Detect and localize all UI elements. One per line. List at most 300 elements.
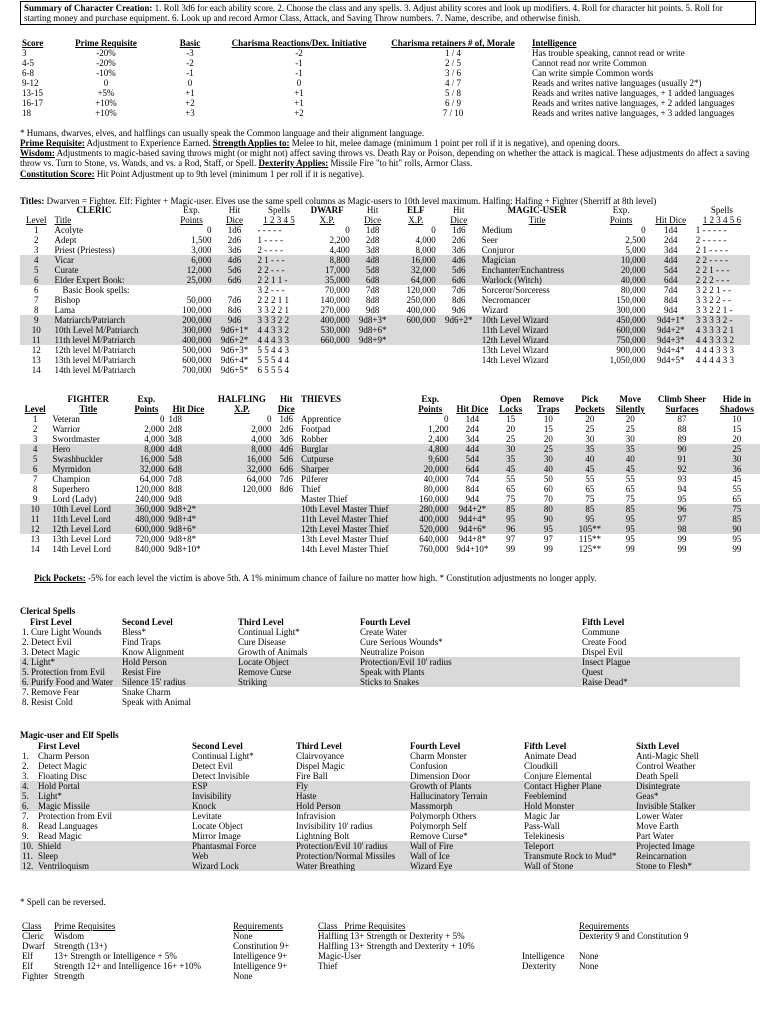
clerical-spell-cell: Create Food [582, 637, 627, 647]
fighter-cell: 40 [585, 454, 595, 464]
fighter-cell: 8,000 [144, 444, 165, 454]
fighter-row [20, 524, 760, 534]
fighter-cell: 5d8 [168, 454, 183, 464]
fighter-cell: 12th Level Lord [52, 524, 111, 534]
fighter-cell: 9d4 [465, 494, 480, 504]
fighter-cell: 99 [543, 544, 553, 554]
cleric-cell: 25,000 [186, 275, 212, 285]
mu-spell-cell: Transmute Rock to Mud* [524, 851, 617, 861]
fighter-cell: 5 [32, 454, 38, 464]
abil-header: Intelligence [532, 38, 577, 48]
mu-spell-cell: Detect Evil [192, 761, 233, 771]
ability-cell: Reads and writes native languages, + 3 added languages [532, 108, 735, 118]
clerical-spell-cell [580, 687, 740, 697]
fighter-cell: Hero [52, 444, 71, 454]
cleric-cell: 2d6 [452, 235, 466, 245]
note-label: Titles: [20, 196, 45, 206]
ability-cell: 1 / 4 [444, 48, 461, 58]
fighter-cell: 8d4 [465, 484, 480, 494]
fighter-cell: 65 [585, 484, 595, 494]
fighter-cell: 2d8 [168, 424, 183, 434]
note-text: * Spell can be reversed. [20, 897, 106, 907]
cleric-cell: 3 2 2 1 - - [695, 285, 732, 295]
mu-spell-cell: Growth of Plants [410, 781, 472, 791]
requisites-left-table [20, 921, 310, 981]
fighter-cell: Sharper [300, 464, 329, 474]
fighter-cell: 10th Level Lord [52, 504, 111, 514]
ability-cell: 5 / 8 [444, 88, 461, 98]
clerical-spell-cell: Speak with Plants [360, 667, 425, 677]
ability-row [20, 58, 736, 68]
fighter-cell: 240,000 [135, 494, 165, 504]
mu-spell-cell: Detect Invisible [192, 771, 250, 781]
requisite-cell: Intelligence 9+ [233, 951, 288, 961]
cleric-cell: 450,000 [616, 315, 646, 325]
fighter-cell: 75 [732, 504, 742, 514]
cleric-cell: 1d6 [452, 225, 466, 235]
col-head: Fifth Level [524, 741, 567, 751]
fighter-cell: 16,000 [246, 454, 272, 464]
requisite-cell: Cleric [22, 931, 44, 941]
clerical-spell-cell: Raise Dead* [582, 677, 628, 687]
cleric-cell: 6 [34, 285, 39, 295]
fighter-cell: 99 [677, 534, 687, 544]
fighter-cell: Veteran [52, 414, 80, 424]
abil-header: Charisma retainers # of, Morale [391, 38, 515, 48]
col-head: Remove [532, 394, 564, 404]
col-head: Prime Requisites [344, 921, 406, 931]
fighter-cell: 45 [732, 474, 742, 484]
fighter-cell: 25 [585, 424, 595, 434]
mu-spell-cell: Hold Monster [524, 801, 575, 811]
clerical-spell-row [20, 667, 740, 677]
ability-cell: 7 / 10 [442, 108, 464, 118]
fighter-cell: 10 [543, 414, 553, 424]
mu-spell-cell: ESP [192, 781, 208, 791]
fighter-cell: 64,000 [139, 474, 165, 484]
cleric-cell: Warlock (Witch) [481, 275, 542, 285]
fighter-cell: 75 [585, 494, 595, 504]
cleric-cell: 2 - - - - - [695, 235, 727, 245]
clerical-spell-row [20, 627, 740, 637]
fighter-cell: Master Thief [300, 494, 348, 504]
cleric-cell: 70,000 [324, 285, 350, 295]
cleric-class-table [20, 205, 750, 375]
fighter-cell: Champion [52, 474, 90, 484]
ability-row [20, 88, 736, 98]
requisite-cell [577, 941, 716, 951]
note-text: Missile Fire "to hit" rolls, Armor Class. [328, 158, 473, 168]
cleric-cell: 80,000 [620, 285, 646, 295]
cleric-cell: 1,500 [191, 235, 212, 245]
fighter-cell: 90 [543, 514, 553, 524]
fighter-cell: 95 [543, 524, 553, 534]
fighter-row [20, 414, 760, 424]
cleric-cell: 300,000 [182, 325, 212, 335]
fighter-cell: 8d6 [279, 484, 293, 494]
col-head: Class [22, 921, 42, 931]
cleric-cell: 8,000 [415, 245, 436, 255]
cleric-cell: 0 [431, 225, 436, 235]
fighter-cell: 0 [443, 414, 449, 424]
fighter-cell: 15 [732, 424, 742, 434]
cleric-cell [438, 355, 480, 365]
fighter-cell: 9d8 [168, 494, 183, 504]
fighter-cell: 13 [30, 534, 40, 544]
clerical-spell-cell: 7. Remove Fear [22, 687, 80, 697]
cleric-cell: Wizard [481, 305, 508, 315]
clerical-spell-cell: Dispel Evil [582, 647, 623, 657]
cleric-cell: 900,000 [616, 345, 646, 355]
fighter-cell: 4,000 [251, 434, 272, 444]
clerical-spell-cell: 8. Resist Cold [22, 697, 73, 707]
mu-spell-cell: Infravision [296, 811, 336, 821]
fighter-cell: 91 [677, 454, 687, 464]
col-head: Dice [225, 215, 243, 225]
col-head: Level [26, 215, 47, 225]
mu-spell-cell: 4. [22, 781, 29, 791]
fighter-cell: 20,000 [423, 464, 449, 474]
fighter-cell [273, 514, 298, 524]
cleric-cell: 8d8 [365, 295, 380, 305]
fighter-cell: 95 [677, 494, 687, 504]
cleric-row [20, 225, 750, 235]
requisites-right-table [316, 921, 716, 971]
fighter-cell: 7d6 [279, 474, 293, 484]
col-head: Title [54, 215, 72, 225]
cleric-cell: 9d6+2* [444, 315, 473, 325]
mu-spell-cell: 7. [22, 811, 29, 821]
cleric-cell: 3 3 3 2 2 [257, 315, 289, 325]
cleric-cell: Sorceror/Sorceress [481, 285, 550, 295]
fighter-cell: Robber [300, 434, 328, 444]
col-head: Fourth Level [410, 741, 461, 751]
fighter-cell: 1d4 [465, 414, 480, 424]
cleric-cell [438, 365, 480, 375]
ability-cell: -3 [186, 48, 194, 58]
fighter-cell: 80,000 [423, 484, 449, 494]
col-head: Traps [537, 404, 560, 414]
cleric-cell: 1,050,000 [609, 355, 646, 365]
fighter-cell: 6d4 [465, 464, 480, 474]
magic-user-heading: MAGIC-USER [507, 205, 567, 215]
cleric-cell: 3 3 3 3 2 - [695, 315, 733, 325]
summary-text: 1. Roll 3d6 for each ability score. 2. Choose the class and any spells. 3. Adjust ability scores and look up modifiers. 4. Roll for character hit points. 5. Roll for starting money and purchase equipment. 6. Look up and record Armor Class, Attack, and Saving Throw numbers. 7. Name, describe, and otherwise finish. [24, 3, 723, 23]
cleric-cell: 8 [34, 305, 39, 315]
cleric-cell: 2d4 [663, 235, 678, 245]
fighter-cell: 9d4+4* [458, 514, 487, 524]
mu-spell-cell: Move Earth [636, 821, 679, 831]
cleric-cell: 150,000 [616, 295, 646, 305]
cleric-cell: 2 2 1 - - - [695, 265, 730, 275]
fighter-cell: 3d8 [168, 434, 183, 444]
ability-cell: -1 [295, 68, 303, 78]
fighter-cell: 40 [543, 464, 553, 474]
mu-spell-row [20, 781, 750, 791]
fighter-cell: 65 [625, 484, 635, 494]
fighter-cell: 30 [732, 454, 742, 464]
cleric-cell: 11 [31, 335, 41, 345]
cleric-cell: 3,000 [191, 245, 212, 255]
cleric-row [20, 265, 750, 275]
cleric-cell: 9d8+6* [358, 325, 387, 335]
cleric-row [20, 235, 750, 245]
cleric-cell: 8d6 [452, 295, 466, 305]
col-head: Hit Dice [456, 404, 489, 414]
col-head: Requirements [578, 921, 629, 931]
mu-spell-cell: Sleep [38, 851, 58, 861]
requisite-cell: Wisdom [54, 931, 85, 941]
cleric-cell: 32,000 [411, 265, 436, 275]
cleric-row [20, 315, 750, 325]
ability-cell: 4-5 [22, 58, 34, 68]
fighter-row [20, 444, 760, 454]
cleric-cell: 9 [34, 315, 39, 325]
fighter-cell: 640,000 [419, 534, 449, 544]
summary-label: Summary of Character Creation: [24, 3, 153, 13]
cleric-row [20, 275, 750, 285]
mu-spell-cell: Locate Object [192, 821, 243, 831]
mu-spell-cell: Charm Monster [410, 751, 467, 761]
cleric-cell: 50,000 [186, 295, 212, 305]
clerical-spell-cell: Quest [582, 667, 603, 677]
mu-spell-cell: Telekinesis [524, 831, 565, 841]
col-head: Exp. [183, 205, 200, 215]
cleric-cell [394, 365, 438, 375]
mu-spell-row [20, 821, 750, 831]
ability-cell: +10% [95, 98, 117, 108]
col-head: Fourth Level [360, 617, 411, 627]
col-head: Move [619, 394, 641, 404]
cleric-cell: 400,000 [406, 305, 436, 315]
clerical-spell-cell: 2. Detect Evil [22, 637, 72, 647]
col-head: Open [500, 394, 522, 404]
fighter-cell: 9d4+8* [458, 534, 487, 544]
fighter-cell: Thief [300, 484, 321, 494]
mu-spell-cell: 1. [22, 751, 29, 761]
requisite-row [20, 941, 310, 951]
ability-cell: 18 [22, 108, 31, 118]
mu-spell-cell: Conjure Elemental [524, 771, 592, 781]
ability-cell: -1 [295, 58, 303, 68]
cleric-cell: 4d4 [663, 255, 678, 265]
requisite-cell: Halfling 13+ Strength and Dexterity + 10% [318, 941, 475, 951]
fighter-cell [273, 524, 298, 534]
fighter-cell: 85 [732, 514, 742, 524]
note-label: Constitution Score: [20, 169, 95, 179]
cleric-row [20, 345, 750, 355]
cleric-row [20, 295, 750, 305]
ability-cell: 0 [296, 78, 302, 88]
cleric-cell: 9d6+4* [220, 355, 249, 365]
cleric-cell: 700,000 [182, 365, 212, 375]
requisite-cell: Intelligence [522, 951, 565, 961]
cleric-cell: 400,000 [182, 335, 212, 345]
fighter-cell: 13th Level Master Thief [300, 534, 389, 544]
cleric-cell [352, 355, 394, 365]
mu-spell-cell: Magic Missile [38, 801, 90, 811]
col-head: First Level [38, 741, 80, 751]
fighter-cell: 105** [578, 524, 602, 534]
col-head: Third Level [238, 617, 284, 627]
cleric-row [20, 355, 750, 365]
cleric-cell: 4 4 4 3 3 3 [695, 345, 735, 355]
mu-spell-cell: Clairvoyance [296, 751, 344, 761]
ability-cell: 6 / 9 [444, 98, 461, 108]
requisite-cell: Magic-User [318, 951, 361, 961]
requisite-cell: Elf [22, 951, 33, 961]
fighter-class-table [20, 394, 760, 554]
cleric-cell: 1 - - - - - [695, 225, 727, 235]
fighter-cell: 64,000 [246, 474, 272, 484]
fighter-cell: Swordmaster [52, 434, 100, 444]
mu-spell-cell: Levitate [192, 811, 222, 821]
cleric-cell: 120,000 [406, 285, 436, 295]
ability-cell: Has trouble speaking, cannot read or write [532, 48, 685, 58]
fighter-cell: 35 [506, 454, 516, 464]
ability-cell: +1 [294, 98, 304, 108]
fighter-cell: 55 [625, 474, 635, 484]
cleric-cell: 2 - - - - [257, 245, 283, 255]
requisite-cell: Fighter [22, 971, 48, 981]
fighter-cell: 2 [32, 424, 38, 434]
fighter-cell: 4,000 [144, 434, 165, 444]
ability-row [20, 108, 736, 118]
cleric-cell: 5 [34, 265, 39, 275]
mu-spell-row [20, 801, 750, 811]
fighter-cell: 30 [625, 434, 635, 444]
cleric-cell: 5d8 [365, 265, 380, 275]
requisite-row [316, 941, 716, 951]
fighter-cell [273, 504, 298, 514]
clerical-spell-cell: Sticks to Snakes [360, 677, 420, 687]
ability-row [20, 48, 736, 58]
clerical-spell-cell: Speak with Animal [122, 697, 191, 707]
fighter-cell: 10 [732, 414, 742, 424]
fighter-cell: 85 [506, 504, 516, 514]
cleric-cell: 9d6+2* [220, 335, 249, 345]
cleric-cell [438, 325, 480, 335]
abil-header: Charisma Reactions/Dex. Initiative [231, 38, 367, 48]
mu-spell-cell: Phantasmal Force [192, 841, 257, 851]
fighter-cell: 45 [585, 464, 595, 474]
col-head: Dice [450, 215, 468, 225]
clerical-spell-cell: Insect Plague [582, 657, 631, 667]
mu-spell-cell: Fly [296, 781, 309, 791]
fighter-cell: 97 [543, 534, 553, 544]
clerical-spell-row [20, 697, 740, 707]
clerical-spell-cell: Striking [238, 677, 268, 687]
cleric-cell: 6 5 5 5 4 [257, 365, 289, 375]
fighter-cell: 40 [625, 454, 635, 464]
clerical-spell-cell: Growth of Animals [238, 647, 308, 657]
cleric-cell: 5d4 [663, 265, 678, 275]
fighter-cell: 20 [732, 434, 742, 444]
mu-spell-cell: Hold Person [296, 801, 341, 811]
cleric-cell: 3d6 [452, 245, 466, 255]
cleric-cell: 14th level M/Patriarch [54, 365, 136, 375]
mu-spell-cell: 5. [22, 791, 29, 801]
clerical-spell-cell: 3. Detect Magic [22, 647, 80, 657]
mu-spell-cell: 2. [22, 761, 29, 771]
halfling-heading: HALFLING [217, 394, 266, 404]
cleric-cell: Necromancer [481, 295, 531, 305]
mu-spell-cell: Invisibility 10' radius [296, 821, 373, 831]
mu-spell-cell: Wall of Fire [410, 841, 454, 851]
ability-cell: 0 [187, 78, 193, 88]
fighter-cell: 5d6 [279, 454, 293, 464]
cleric-cell: - - - - - [257, 225, 282, 235]
cleric-cell: 4d6 [452, 255, 466, 265]
fighter-cell: 25 [506, 434, 516, 444]
thieves-heading: THIEVES [300, 394, 341, 404]
fighter-cell: 480,000 [135, 514, 165, 524]
mu-spell-cell: 6. [22, 801, 29, 811]
note-label: Prime Requisite: [20, 138, 85, 148]
cleric-cell: 10,000 [620, 255, 646, 265]
fighter-cell: 1d8 [168, 414, 183, 424]
fighter-cell: 4d4 [465, 444, 480, 454]
requisite-row [20, 971, 310, 981]
fighter-cell: 20 [543, 434, 553, 444]
requisite-cell [520, 931, 577, 941]
fighter-cell: 99 [677, 544, 687, 554]
cleric-cell: 300,000 [616, 305, 646, 315]
fighter-cell: Superhero [52, 484, 90, 494]
fighter-cell: 75 [625, 494, 635, 504]
cleric-cell: 5 5 4 4 3 [257, 345, 289, 355]
clerical-spell-cell [580, 697, 740, 707]
ability-row [20, 98, 736, 108]
cleric-cell: 3d4 [663, 245, 678, 255]
fighter-cell: 15 [543, 424, 553, 434]
cleric-cell: 2 2 2 1 1 [257, 295, 289, 305]
cleric-cell [438, 335, 480, 345]
fighter-cell: 12 [30, 524, 40, 534]
cleric-cell: 100,000 [182, 305, 212, 315]
fighter-cell: 30 [543, 454, 553, 464]
mu-spell-cell: Projected Image [636, 841, 695, 851]
col-head: Fifth Level [582, 617, 625, 627]
col-head: Level [24, 404, 46, 414]
fighter-cell: Pilferer [300, 474, 328, 484]
cleric-cell: 12th level M/Patriarch [54, 345, 136, 355]
cleric-row [20, 335, 750, 345]
note-text: -5% for each level the victim is above 5th. A 1% minimum chance of failure no matter how high. * Constitution adjustments no longer apply. [85, 573, 597, 583]
col-head: Spells [268, 205, 291, 215]
clerical-spell-cell: Continual Light* [238, 627, 300, 637]
fighter-cell: 4d6 [279, 444, 293, 454]
col-head: Dice [364, 215, 382, 225]
cleric-cell: 9d4+4* [656, 345, 685, 355]
fighter-row [20, 514, 760, 524]
cleric-cell: 2 2 1 1 - [257, 275, 288, 285]
fighter-cell: 400,000 [419, 514, 449, 524]
mu-spell-cell: Lower Water [636, 811, 683, 821]
clerical-spell-cell: Hold Person [122, 657, 167, 667]
cleric-cell: 200,000 [182, 315, 212, 325]
fighter-cell: 9d8+6* [168, 524, 197, 534]
cleric-cell: 1d8 [365, 225, 380, 235]
col-head: Dice [277, 404, 295, 414]
col-head: Pick [581, 394, 599, 404]
fighter-row [20, 454, 760, 464]
fighter-cell: 32,000 [246, 464, 272, 474]
cleric-cell: Priest (Priestess) [54, 245, 115, 255]
clerical-spell-cell: Know Alignment [122, 647, 185, 657]
fighter-cell: 94 [677, 484, 687, 494]
fighter-cell: 85 [625, 504, 635, 514]
